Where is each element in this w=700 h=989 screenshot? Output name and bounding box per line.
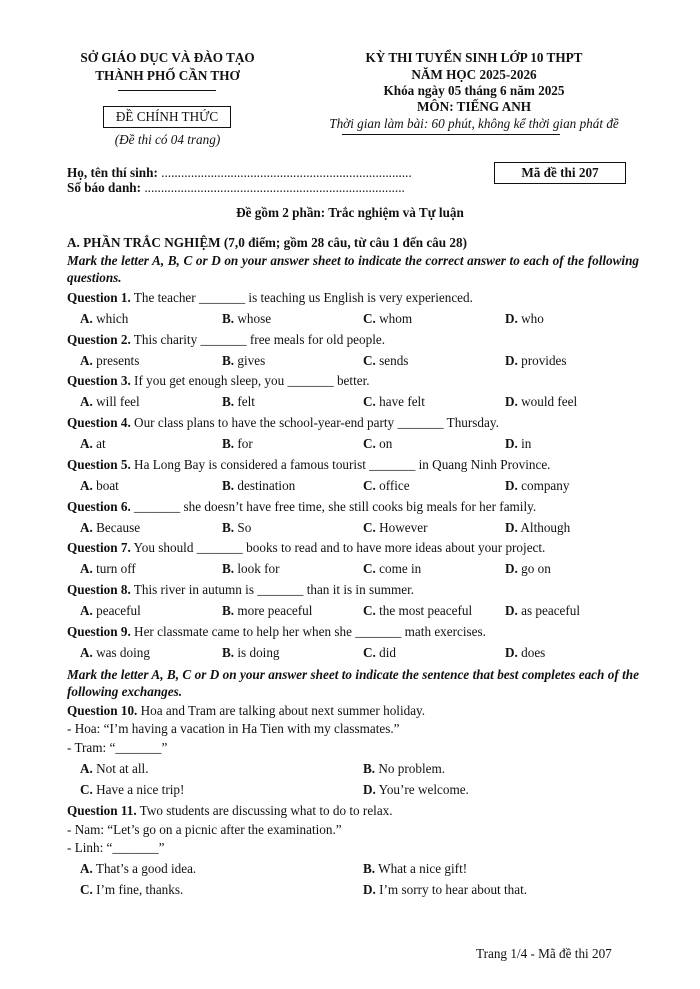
q10-option-b[interactable] <box>363 761 445 777</box>
option-text: who <box>517 311 544 326</box>
option-letter: C. <box>363 394 376 410</box>
q6-option-a[interactable] <box>80 520 140 536</box>
question-11 <box>67 803 393 819</box>
option-letter: D. <box>505 602 518 618</box>
q10-option-c[interactable] <box>80 782 184 798</box>
option-text: more peaceful <box>234 602 313 618</box>
official-badge <box>103 106 231 128</box>
option-letter: C. <box>80 782 93 797</box>
option-letter: C. <box>363 477 376 493</box>
city-name: THÀNH PHỐ CẦN THƠ <box>95 68 240 83</box>
q10-option-d[interactable] <box>363 782 469 798</box>
exam-code: Mã đề thi 207 <box>521 165 599 180</box>
option-text: does <box>517 644 546 660</box>
option-letter: C. <box>363 561 376 577</box>
option-letter: D. <box>505 561 518 577</box>
option-letter: C. <box>363 519 376 535</box>
q4-option-a[interactable] <box>80 436 106 452</box>
instruction-1: Mark the letter A, B, C or D on your answer sheet to indicate the correct answer to each of the following questions. <box>67 253 639 285</box>
option-letter: C. <box>363 436 376 452</box>
question-6 <box>67 499 536 515</box>
q10-dialogue-2: - Tram: “_______” <box>67 740 168 755</box>
exam-date: Khóa ngày 05 tháng 6 năm 2025 <box>383 83 565 98</box>
option-text: for <box>234 436 253 452</box>
exam-code-box <box>494 162 626 184</box>
q1-option-b[interactable] <box>222 311 271 327</box>
option-letter: C. <box>363 644 376 660</box>
option-text: whom <box>375 311 413 326</box>
option-text: is doing <box>234 644 280 660</box>
q8-option-c[interactable] <box>363 603 472 619</box>
q3-option-d[interactable] <box>505 394 577 410</box>
option-text: look for <box>234 561 280 577</box>
official-label: ĐỀ CHÍNH THỨC <box>115 109 219 124</box>
question-text: Hoa and Tram are talking about next summer holiday. <box>137 703 426 718</box>
option-letter: D. <box>363 882 376 897</box>
q11-option-d[interactable] <box>363 882 527 898</box>
option-letter: D. <box>505 352 518 368</box>
option-letter: D. <box>505 394 518 410</box>
option-text: I’m sorry to hear about that. <box>375 882 528 897</box>
option-text: Have a nice trip! <box>92 782 185 797</box>
time-note: Thời gian làm bài: 60 phút, không kể thời gian phát đề <box>329 116 619 131</box>
option-text: office <box>375 477 410 493</box>
option-letter: A. <box>80 761 93 776</box>
question-5 <box>67 457 550 473</box>
q9-option-b[interactable] <box>222 645 280 661</box>
q11-option-a[interactable] <box>80 861 196 877</box>
q1-option-c[interactable] <box>363 311 412 327</box>
option-text: So <box>234 519 252 535</box>
q4-option-d[interactable] <box>505 436 531 452</box>
option-text: in <box>517 436 532 452</box>
candidate-name-dots: ............................................................................ <box>161 165 412 180</box>
option-letter: B. <box>222 352 235 368</box>
q2-option-d[interactable] <box>505 353 567 369</box>
question-text: If you get enough sleep, you _______ better. <box>130 373 370 389</box>
q4-option-b[interactable] <box>222 436 253 452</box>
question-2 <box>67 332 385 348</box>
question-text: This river in autumn is _______ than it is in summer. <box>130 581 415 597</box>
q8-option-a[interactable] <box>80 603 141 619</box>
option-text: gives <box>234 352 266 368</box>
subject: MÔN: TIẾNG ANH <box>416 99 532 114</box>
option-text: peaceful <box>92 602 141 618</box>
question-label: Question 3. <box>67 373 131 389</box>
option-letter: D. <box>363 782 376 797</box>
question-label: Question 8. <box>67 581 131 597</box>
option-text: go on <box>517 561 551 577</box>
question-label: Question 4. <box>67 415 131 431</box>
candidate-name-row <box>67 165 412 181</box>
question-1 <box>67 290 473 306</box>
option-text: You’re welcome. <box>375 782 469 797</box>
option-letter: A. <box>80 519 93 535</box>
q8-option-d[interactable] <box>505 603 580 619</box>
question-text: Her classmate came to help her when she _______ math exercises. <box>130 623 486 639</box>
option-text: on <box>375 436 393 452</box>
option-text: That’s a good idea. <box>92 861 197 876</box>
option-text: as peaceful <box>517 602 581 618</box>
option-letter: D. <box>505 436 518 452</box>
option-letter: A. <box>80 477 93 493</box>
option-text: at <box>92 436 106 452</box>
question-text: Two students are discussing what to do to relax. <box>136 803 393 818</box>
option-text: the most peaceful <box>375 602 473 618</box>
q2-option-c[interactable] <box>363 353 408 369</box>
q6-option-c[interactable] <box>363 520 427 536</box>
question-10 <box>67 703 425 719</box>
option-text: Although <box>517 519 571 535</box>
option-letter: A. <box>80 352 93 368</box>
option-letter: B. <box>222 644 235 660</box>
option-text: destination <box>234 477 296 493</box>
option-letter: B. <box>222 561 235 577</box>
option-text: However <box>375 519 428 535</box>
option-text: would feel <box>517 394 578 410</box>
question-8 <box>67 582 414 598</box>
question-label: Question 10. <box>67 703 138 718</box>
question-label: Question 1. <box>67 290 131 305</box>
option-letter: A. <box>80 394 93 410</box>
option-letter: C. <box>363 311 376 326</box>
option-text: presents <box>92 352 140 368</box>
question-label: Question 5. <box>67 456 131 472</box>
option-letter: A. <box>80 311 93 326</box>
question-7 <box>67 540 545 556</box>
exam-title: KỲ THI TUYỂN SINH LỚP 10 THPT <box>365 50 583 65</box>
option-letter: D. <box>505 311 518 326</box>
q6-option-b[interactable] <box>222 520 251 536</box>
option-letter: A. <box>80 602 93 618</box>
option-letter: A. <box>80 644 93 660</box>
option-letter: A. <box>80 561 93 577</box>
option-text: provides <box>517 352 567 368</box>
q7-option-a[interactable] <box>80 561 136 577</box>
question-label: Question 11. <box>67 803 137 818</box>
page-count-note: (Đề thi có 04 trang) <box>114 132 221 147</box>
question-label: Question 2. <box>67 331 131 347</box>
question-4 <box>67 415 499 431</box>
q9-option-d[interactable] <box>505 645 545 661</box>
question-9 <box>67 624 486 640</box>
q10-option-a[interactable] <box>80 761 149 777</box>
q7-option-b[interactable] <box>222 561 280 577</box>
option-text: sends <box>375 352 409 368</box>
option-text: No problem. <box>375 761 446 776</box>
question-text: This charity _______ free meals for old people. <box>130 331 386 347</box>
page-footer: Trang 1/4 - Mã đề thi 207 <box>476 946 612 961</box>
q5-option-c[interactable] <box>363 478 410 494</box>
question-3 <box>67 373 370 389</box>
option-text: What a nice gift! <box>375 861 468 876</box>
q9-option-a[interactable] <box>80 645 150 661</box>
option-letter: B. <box>222 394 235 410</box>
q7-option-c[interactable] <box>363 561 421 577</box>
option-text: come in <box>375 561 422 577</box>
q4-option-c[interactable] <box>363 436 392 452</box>
q1-option-d[interactable] <box>505 311 544 327</box>
option-letter: C. <box>80 882 93 897</box>
q5-option-b[interactable] <box>222 478 295 494</box>
option-letter: C. <box>363 352 376 368</box>
q11-option-b[interactable] <box>363 861 467 877</box>
q11-dialogue-1: - Nam: “Let’s go on a picnic after the examination.” <box>67 822 342 837</box>
divider-right <box>342 134 560 135</box>
option-text: I’m fine, thanks. <box>92 882 184 897</box>
candidate-id-dots: ............................................................................... <box>144 180 405 195</box>
option-text: Because <box>92 519 141 535</box>
candidate-id-label: Số báo danh: <box>67 180 142 195</box>
option-letter: C. <box>363 602 376 618</box>
question-text: The teacher _______ is teaching us English is very experienced. <box>130 290 473 305</box>
option-letter: D. <box>505 477 518 493</box>
q3-option-b[interactable] <box>222 394 255 410</box>
option-letter: B. <box>222 602 235 618</box>
option-letter: B. <box>222 311 235 326</box>
option-text: whose <box>234 311 272 326</box>
question-label: Question 6. <box>67 498 131 514</box>
q7-option-d[interactable] <box>505 561 551 577</box>
question-text: You should _______ books to read and to have more ideas about your project. <box>130 540 546 556</box>
option-letter: B. <box>363 861 376 876</box>
option-letter: A. <box>80 861 93 876</box>
option-text: did <box>375 644 396 660</box>
option-letter: B. <box>363 761 376 776</box>
q9-option-c[interactable] <box>363 645 396 661</box>
option-text: have felt <box>375 394 425 410</box>
option-text: felt <box>234 394 255 410</box>
question-text: Our class plans to have the school-year-end party _______ Thursday. <box>130 415 499 431</box>
option-text: Not at all. <box>92 761 149 776</box>
option-text: was doing <box>92 644 150 660</box>
q8-option-b[interactable] <box>222 603 312 619</box>
question-text: Ha Long Bay is considered a famous tourist _______ in Quang Ninh Province. <box>130 456 551 472</box>
option-letter: B. <box>222 519 235 535</box>
question-label: Question 9. <box>67 623 131 639</box>
q2-option-a[interactable] <box>80 353 139 369</box>
q10-dialogue-1: - Hoa: “I’m having a vacation in Ha Tien with my classmates.” <box>67 721 400 736</box>
option-letter: A. <box>80 436 93 452</box>
q11-dialogue-2: - Linh: “_______” <box>67 840 165 855</box>
option-text: turn off <box>92 561 136 577</box>
candidate-id-row <box>67 180 405 196</box>
option-text: which <box>92 311 129 326</box>
section-a-title: A. PHẦN TRẮC NGHIỆM (7,0 điểm; gồm 28 câu, từ câu 1 đến câu 28) <box>67 235 467 250</box>
parts-title: Đề gồm 2 phần: Trắc nghiệm và Tự luận <box>236 205 464 220</box>
q6-option-d[interactable] <box>505 520 570 536</box>
option-letter: D. <box>505 644 518 660</box>
q5-option-d[interactable] <box>505 478 569 494</box>
q1-option-a[interactable] <box>80 311 128 327</box>
school-year: NĂM HỌC 2025-2026 <box>411 67 537 82</box>
option-letter: B. <box>222 477 235 493</box>
divider-left <box>118 90 216 91</box>
question-text: _______ she doesn’t have free time, she still cooks big meals for her family. <box>130 498 537 514</box>
option-text: boat <box>92 477 119 493</box>
option-letter: B. <box>222 436 235 452</box>
q5-option-a[interactable] <box>80 478 119 494</box>
q2-option-b[interactable] <box>222 353 265 369</box>
q11-option-c[interactable] <box>80 882 183 898</box>
option-text: company <box>517 477 570 493</box>
option-letter: D. <box>505 519 518 535</box>
question-label: Question 7. <box>67 540 131 556</box>
q3-option-c[interactable] <box>363 394 425 410</box>
option-text: will feel <box>92 394 140 410</box>
dept-name: SỞ GIÁO DỤC VÀ ĐÀO TẠO <box>80 50 255 65</box>
candidate-name-label: Họ, tên thí sinh: <box>67 165 158 180</box>
instruction-2: Mark the letter A, B, C or D on your answer sheet to indicate the sentence that best completes each of the following exchanges. <box>67 667 639 699</box>
q3-option-a[interactable] <box>80 394 140 410</box>
